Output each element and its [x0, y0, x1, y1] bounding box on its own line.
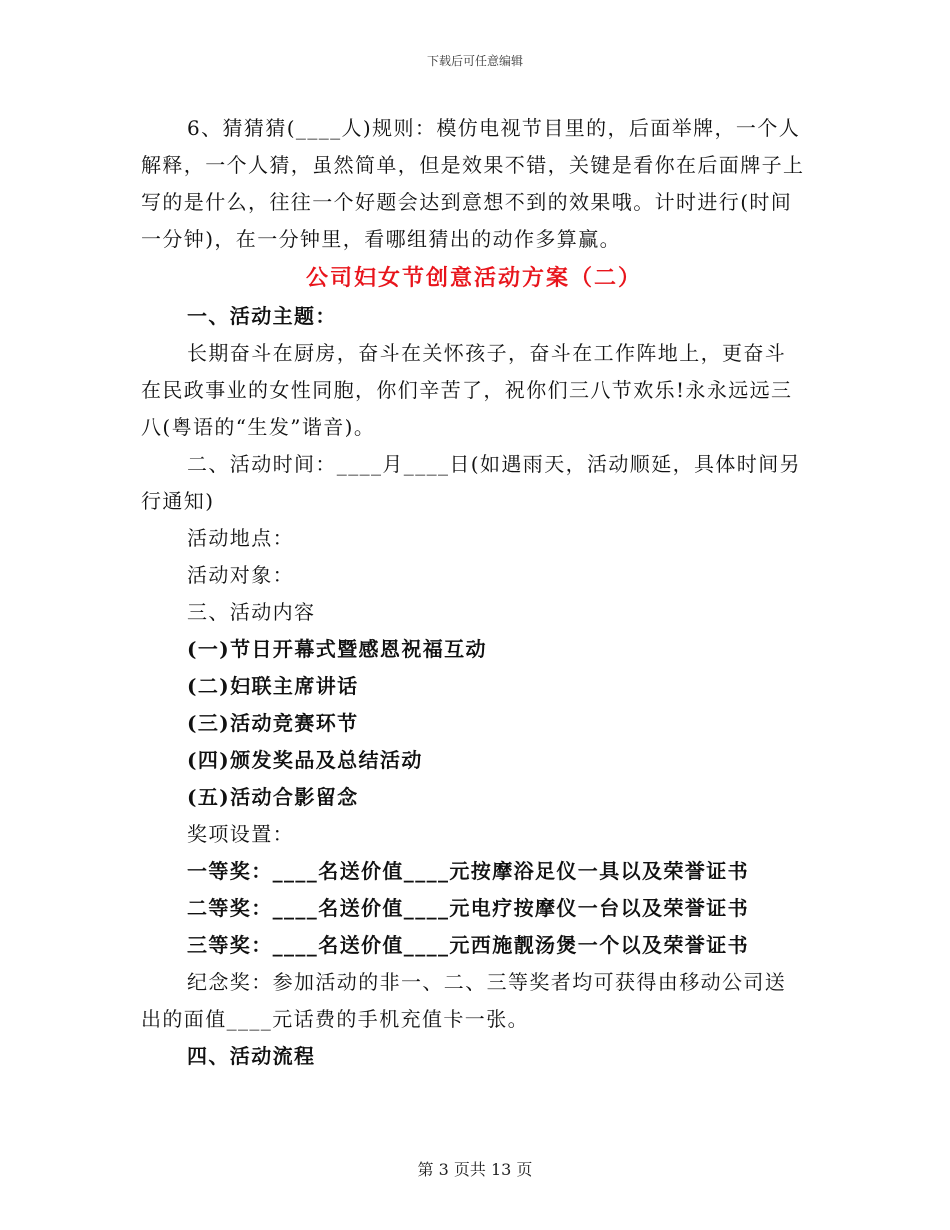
theme-paragraph: 长期奋斗在厨房，奋斗在关怀孩子，奋斗在工作阵地上，更奋斗在民政事业的女性同胞，你们辛苦了，祝你们三八节欢乐!永永远远三八(粤语的“生发”谐音)。	[141, 341, 793, 439]
process-heading: 四、活动流程	[187, 1044, 316, 1068]
audience-line: 活动对象：	[187, 563, 294, 587]
content-item: (五)活动合影留念	[187, 785, 359, 809]
souvenir-paragraph: 纪念奖：参加活动的非一、二、三等奖者均可获得由移动公司送出的面值____元话费的手机充值卡一张。	[141, 970, 787, 1031]
content-heading: 三、活动内容	[187, 600, 316, 624]
content-item: (一)节日开幕式暨感恩祝福互动	[187, 637, 487, 661]
rule-paragraph: 6、猜猜猜(____人)规则：模仿电视节目里的，后面举牌，一个人解释，一个人猜，虽然简单，但是效果不错，关键是看你在后面牌子上写的是什么，往往一个好题会达到意想不到的效果哦。计时进行(时间一分钟)，在一分钟里，看哪组猜出的动作多算赢。	[141, 116, 805, 251]
document-body	[141, 110, 807, 1075]
page-footer: 第 3 页共 13 页	[417, 1160, 533, 1179]
award-line: 三等奖：____名送价值____元西施靓汤煲一个以及荣誉证书	[187, 933, 749, 957]
time-paragraph: 二、活动时间：____月____日(如遇雨天，活动顺延，具体时间另行通知)	[141, 452, 802, 513]
content-item: (四)颁发奖品及总结活动	[187, 748, 423, 772]
location-line: 活动地点：	[187, 526, 294, 550]
content-item: (二)妇联主席讲话	[187, 674, 359, 698]
awards-heading: 奖项设置：	[187, 822, 294, 846]
content-item: (三)活动竞赛环节	[187, 711, 359, 735]
theme-heading: 一、活动主题：	[187, 304, 337, 328]
award-line: 一等奖：____名送价值____元按摩浴足仪一具以及荣誉证书	[187, 859, 749, 883]
section-title: 公司妇女节创意活动方案（二）	[305, 265, 642, 291]
award-line: 二等奖：____名送价值____元电疗按摩仪一台以及荣誉证书	[187, 896, 749, 920]
page-header: 下载后可任意编辑	[426, 54, 523, 68]
